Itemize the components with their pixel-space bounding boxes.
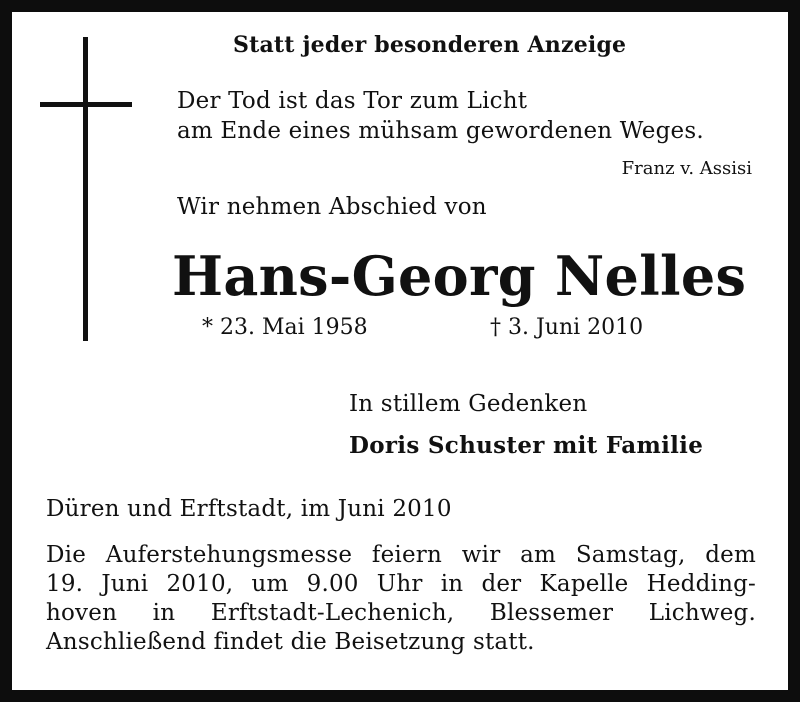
remembrance-phrase: In stillem Gedenken bbox=[349, 391, 588, 417]
birth-date: * 23. Mai 1958 bbox=[202, 315, 368, 340]
service-notice-line: hoven in Erftstadt-Lechenich, Blessemer Lichweg. bbox=[46, 600, 756, 626]
death-date: † 3. Juni 2010 bbox=[490, 315, 644, 340]
deceased-name: Hans-Georg Nelles bbox=[172, 244, 747, 308]
quote-line-2: am Ende eines mühsam gewordenen Weges. bbox=[177, 118, 704, 144]
cross-icon-vertical-bar bbox=[83, 37, 88, 341]
service-notice-line: Die Auferstehungsmesse feiern wir am Samstag, dem bbox=[46, 542, 756, 568]
notice-header: Statt jeder besonderen Anzeige bbox=[233, 32, 627, 58]
service-notice-line: 19. Juni 2010, um 9.00 Uhr in der Kapelle Hedding- bbox=[46, 571, 756, 597]
service-notice bbox=[46, 541, 756, 657]
quote-line-1: Der Tod ist das Tor zum Licht bbox=[177, 88, 528, 114]
cross-icon-horizontal-bar bbox=[40, 102, 132, 107]
place-and-date: Düren und Erftstadt, im Juni 2010 bbox=[46, 496, 452, 522]
mourner-names: Doris Schuster mit Familie bbox=[349, 432, 704, 459]
farewell-intro: Wir nehmen Abschied von bbox=[177, 194, 487, 220]
service-notice-line: Anschließend findet die Beisetzung statt. bbox=[46, 629, 535, 655]
quote-author: Franz v. Assisi bbox=[621, 158, 752, 179]
